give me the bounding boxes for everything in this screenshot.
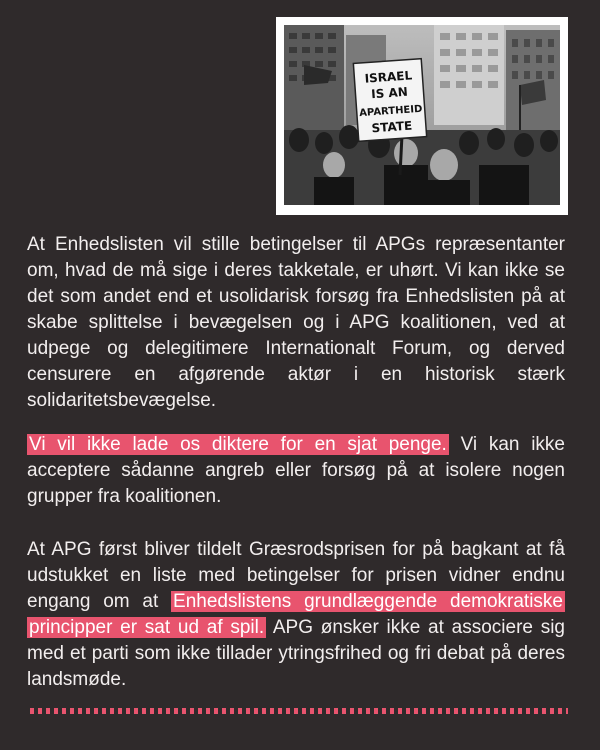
dotted-divider	[30, 708, 568, 714]
paragraph-3-highlight: Enhedslistens grundlæggende demokratiske principper er sat ud af spil.	[29, 591, 563, 638]
paragraph-2	[27, 432, 565, 510]
paragraph-1-text: At Enhedslisten vil stille betingelser til APGs repræsentanter om, hvad de må sige i deres takketale, er uhørt. Vi kan ikke se det som andet end et usolidarisk forsøg fra Enhedslisten på at skabe splittelse i bevægelsen og i APG koalitionen, ved at udpege og delegitimere Internationalt Forum, og derved censurere en afgørende aktør i en historisk stærk solidaritetsbevægelse.	[27, 234, 565, 411]
protest-photo	[284, 25, 560, 205]
paragraph-3-text-before: At APG først bliver tildelt Græsrodsprisen for på bagkant at få udstukket en liste med betingelser for prisen vidner endnu engang om at	[27, 539, 565, 612]
sign-line-3: APARTHEID	[358, 103, 423, 120]
paragraph-2-text: Vi kan ikke acceptere sådanne angreb eller forsøg på at isolere nogen grupper fra koalitionen.	[27, 434, 566, 507]
sign-line-2: IS AN	[370, 84, 409, 102]
sign-line-4: STATE	[371, 118, 413, 136]
paragraph-3	[27, 537, 565, 693]
paragraph-3-text-after: APG ønsker ikke at associere sig med et parti som ikke tillader ytringsfrihed og fri debat på deres landsmøde.	[27, 617, 565, 690]
sign-line-1: ISRAEL	[364, 68, 413, 86]
protest-photo-frame	[276, 17, 568, 215]
paragraph-2-highlight: Vi vil ikke lade os diktere for en sjat penge.	[29, 434, 447, 455]
paragraph-1	[27, 232, 565, 414]
